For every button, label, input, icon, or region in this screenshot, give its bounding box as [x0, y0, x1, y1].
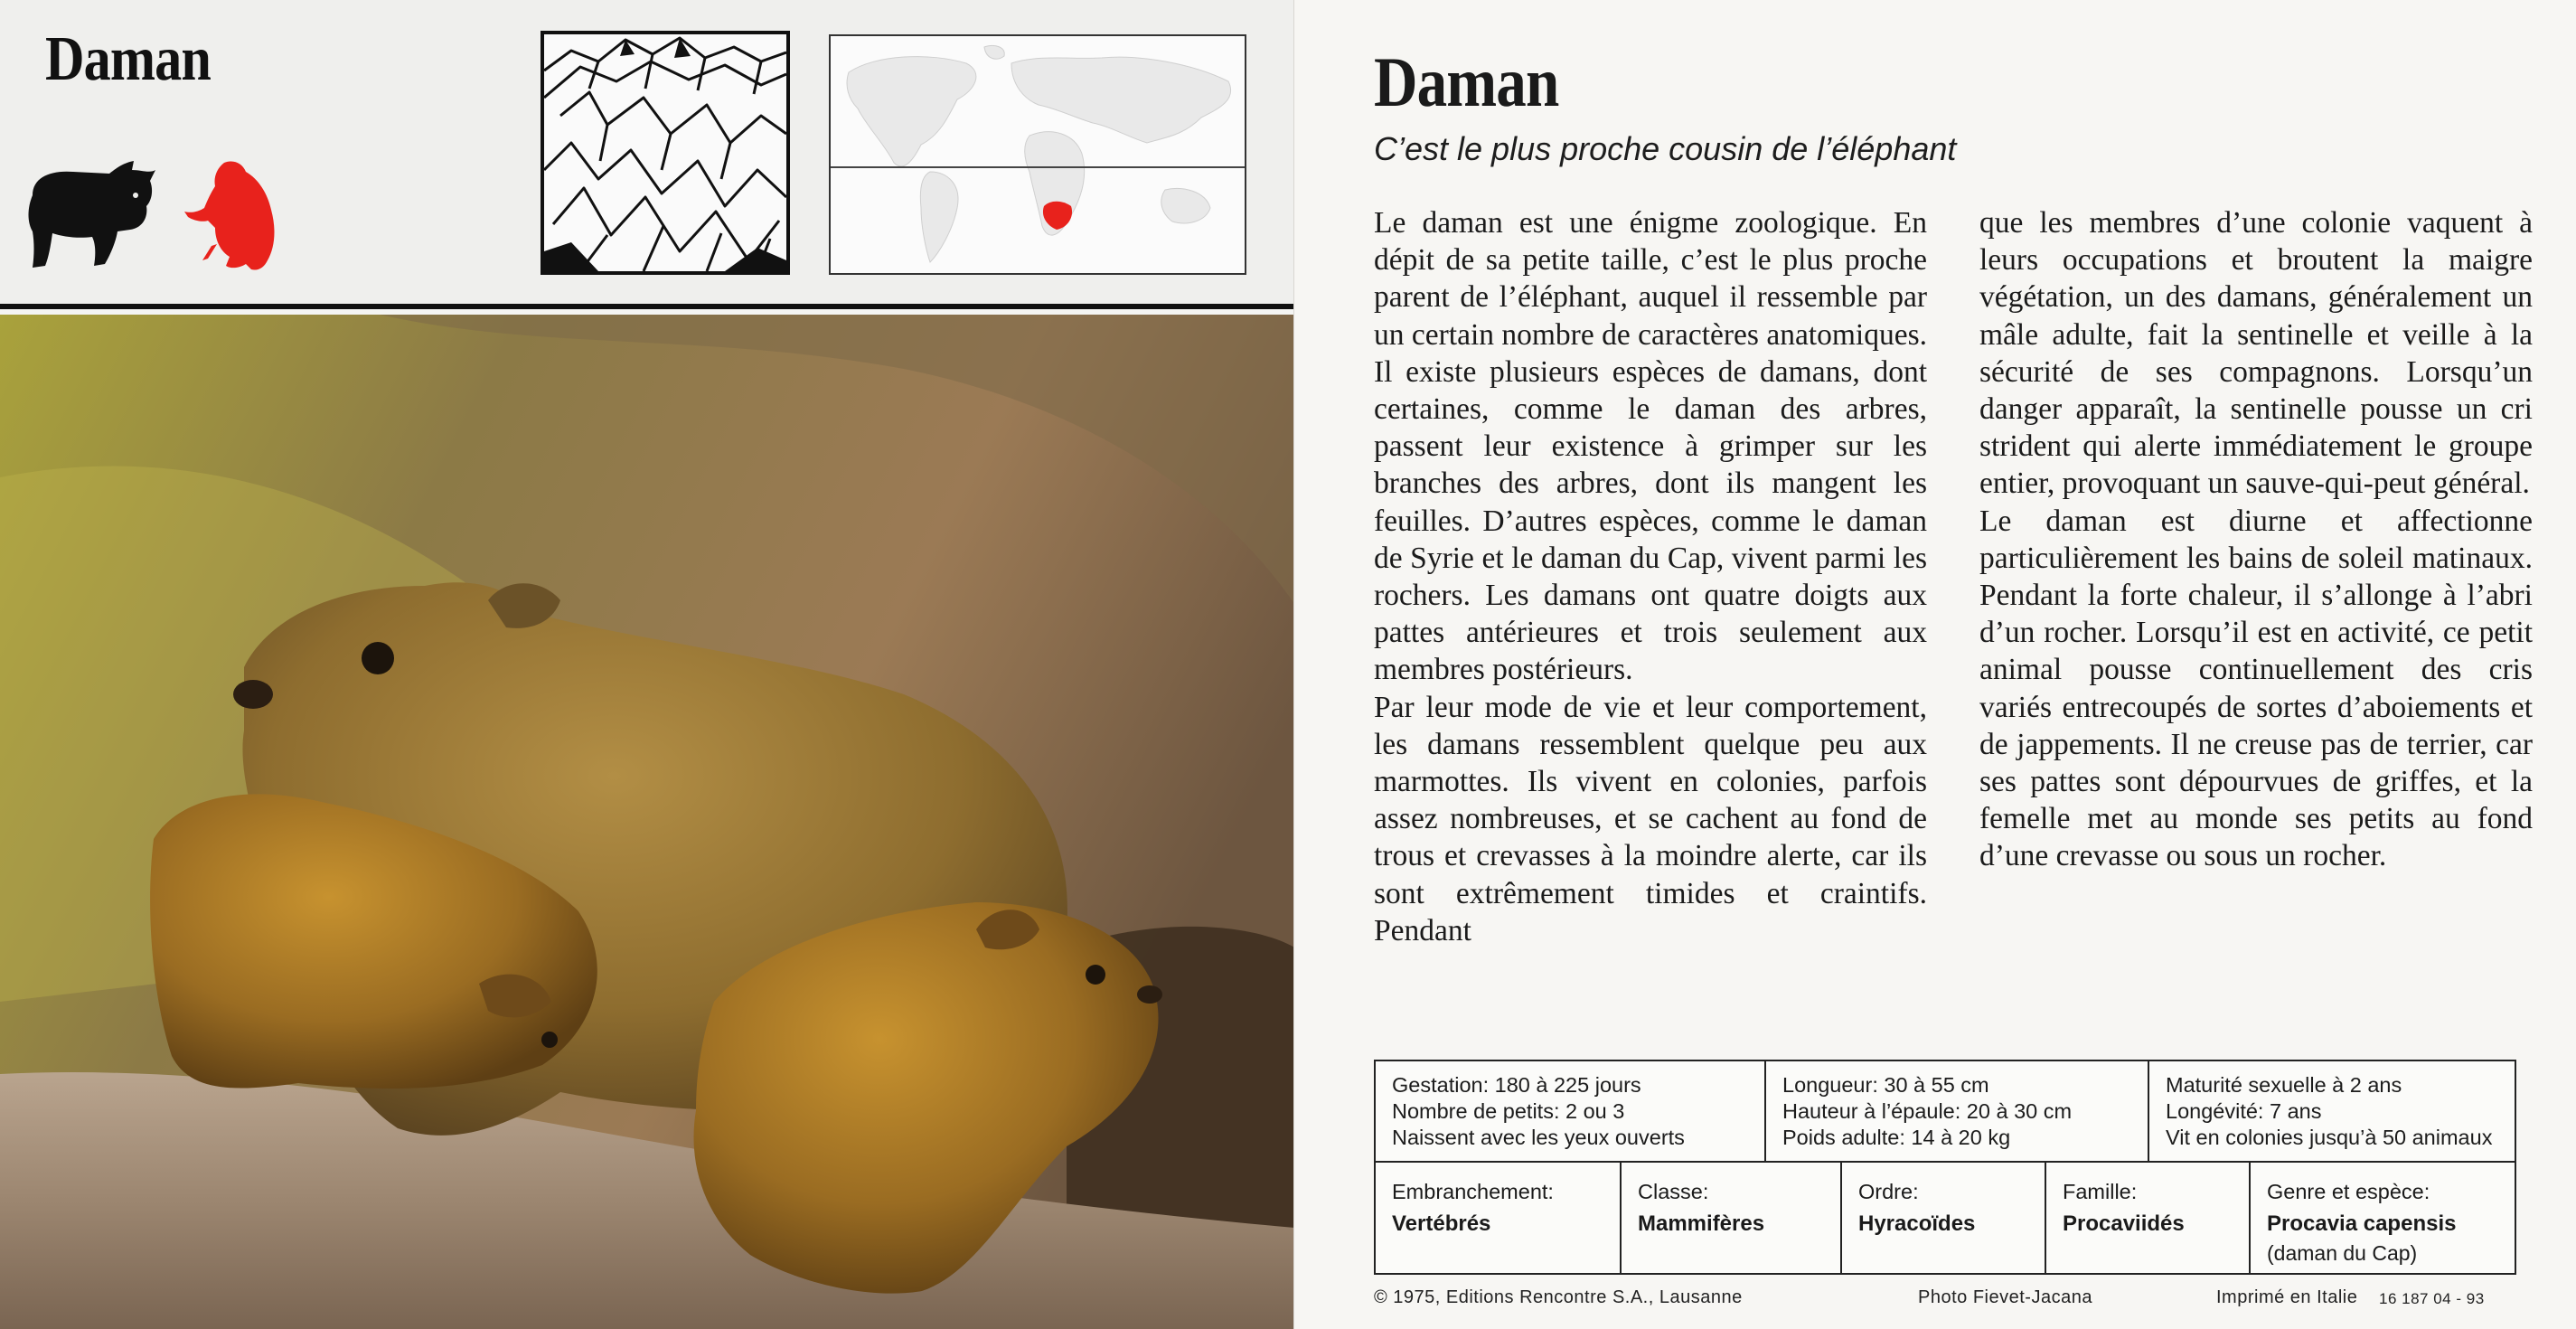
taxonomy-value: Procavia capensis: [2267, 1211, 2457, 1236]
copyright: © 1975, Editions Rencontre S.A., Lausanne: [1374, 1287, 1743, 1307]
mountain-terrain-icon: [544, 34, 786, 271]
paragraph: que les membres d’une colonie vaquent à leurs occupations et broutent la maigre végétation, un des damans, généralement un mâle adulte, fait la sentinelle et veille à la sécurité de ses compagnons. Lorsqu’un danger apparaît, la sentinelle pousse un cri strident qui alerte immédiatement le groupe entier, provoquant un sauve-qui-peut général.: [1979, 206, 2533, 501]
article-subtitle: C’est le plus proche cousin de l’éléphant: [1374, 130, 1957, 167]
fact-shoulder-height: Hauteur à l’épaule: 20 à 30 cm: [1782, 1099, 2073, 1123]
photo-credit: Photo Fievet-Jacana: [1918, 1287, 2092, 1307]
fact-gestation: Gestation: 180 à 225 jours: [1392, 1073, 1641, 1097]
text-column-right: [1979, 204, 2533, 875]
taxonomy-label: Famille:: [2063, 1180, 2138, 1203]
taxonomy-label: Genre et espèce:: [2267, 1180, 2430, 1203]
fact-weight: Poids adulte: 14 à 20 kg: [1782, 1126, 2011, 1149]
left-card-header: [0, 0, 1294, 309]
taxonomy-row: [1376, 1163, 2515, 1275]
taxonomy-label: Classe:: [1638, 1180, 1709, 1203]
taxonomy-value: Procaviidés: [2063, 1211, 2185, 1236]
taxonomy-cell: [1840, 1163, 2045, 1275]
photo-illustration: [0, 315, 1294, 1329]
taxonomy-note: (daman du Cap): [2267, 1241, 2418, 1265]
taxonomy-value: Hyracoïdes: [1858, 1211, 1976, 1236]
paragraph: Le daman est diurne et affectionne particulièrement les bains de soleil matinaux. Pendant la forte chaleur, il s’allonge à l’abri d’un rocher. Lorsqu’il est en activité, ce petit animal pousse continuellement des cris variés entrecoupés de sortes d’aboiements et de jappements. Il ne creuse pas de terrier, car ses pattes sont dépourvues de griffes, et la femelle met au monde ses petits au fond d’une crevasse ou sous un rocher.: [1979, 504, 2533, 873]
terrain-illustration: [541, 31, 790, 275]
fact-litter-size: Nombre de petits: 2 ou 3: [1392, 1099, 1625, 1123]
paragraph: Par leur mode de vie et leur comportement, les damans ressemblent quelque peu aux marmottes. Ils vivent en colonies, parfois assez nombreuses, et se cachent au fond de trous et crevasses à la moindre alerte, car ils sont extrêmement timides et craintifs. Pendant: [1374, 690, 1927, 947]
taxonomy-label: Ordre:: [1858, 1180, 1919, 1203]
card-code: 16 187 04 - 93: [2379, 1290, 2485, 1307]
facts-cell: [1376, 1061, 1764, 1161]
fact-maturity: Maturité sexuelle à 2 ans: [2166, 1073, 2402, 1097]
fact-length: Longueur: 30 à 55 cm: [1782, 1073, 1989, 1097]
printed-in: Imprimé en Italie: [2216, 1287, 2358, 1307]
facts-table: [1374, 1060, 2516, 1275]
hyrax-photograph: [0, 315, 1294, 1329]
taxonomy-value: Mammifères: [1638, 1211, 1765, 1236]
taxonomy-cell: [1620, 1163, 1840, 1275]
facts-cell: [1764, 1061, 2148, 1161]
taxonomy-cell: [2249, 1163, 2518, 1275]
taxonomy-cell: [1376, 1163, 1620, 1275]
taxonomy-value: Vertébrés: [1392, 1211, 1491, 1236]
fact-colony: Vit en colonies jusqu’à 50 animaux: [2166, 1126, 2493, 1149]
right-card: [1294, 0, 2576, 1329]
card-title: Daman: [45, 24, 212, 94]
facts-cell: [2148, 1061, 2518, 1161]
hyrax-silhouette-icon: [181, 157, 289, 275]
taxonomy-label: Embranchement:: [1392, 1180, 1554, 1203]
distribution-map: [829, 34, 1246, 275]
text-column-left: [1374, 204, 1927, 949]
bull-silhouette-icon: [24, 150, 159, 277]
article-title: Daman: [1374, 42, 1559, 121]
fact-longevity: Longévité: 7 ans: [2166, 1099, 2322, 1123]
world-map-icon: [831, 36, 1245, 273]
facts-row: [1376, 1061, 2515, 1163]
fact-birth: Naissent avec les yeux ouverts: [1392, 1126, 1685, 1149]
paragraph: Le daman est une énigme zoologique. En dépit de sa petite taille, c’est le plus proche parent de l’éléphant, auquel il ressemble par un certain nombre de caractères anatomiques.: [1374, 206, 1928, 352]
taxonomy-cell: [2045, 1163, 2249, 1275]
paragraph: Il existe plusieurs espèces de damans, dont certaines, comme le daman des arbres, passent leur existence à grimper sur les branches des arbres, dont ils mangent les feuilles. D’autres espèces, comme le daman de Syrie et le daman du Cap, vivent parmi les rochers. Les damans ont quatre doigts aux pattes antérieures et trois seulement aux membres postérieurs.: [1374, 354, 1927, 687]
